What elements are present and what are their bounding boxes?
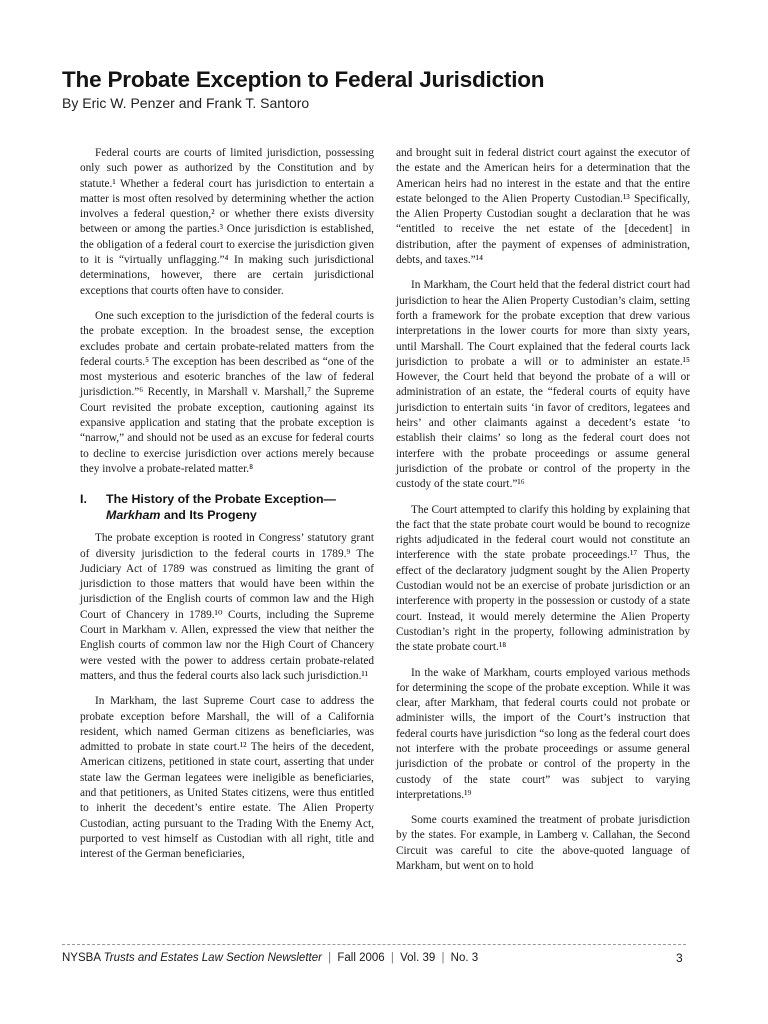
section-title-line2: and Its Progeny	[160, 508, 257, 523]
section-title-italic: Markham	[106, 508, 161, 523]
left-column	[80, 146, 374, 872]
paragraph: The probate exception is rooted in Congress’ statutory grant of diversity jurisdiction to the federal courts in 1789.⁹ The Judiciary Act of 1789 was construed as limiting the grant of jurisdiction to those matters that would have been within the jurisdiction of the English courts of common law and the High Court of Chancery in 1789.¹⁰ Courts, including the Supreme Court in Markham v. Allen, expressed the view that neither the English courts of common law nor the High Court of Chancery were vested with the power to address certain probate-related matters, and thus the federal courts also lack such jurisdiction.¹¹	[80, 532, 374, 682]
paragraph: In Markham, the last Supreme Court case to address the probate exception before Marshall, the will of a California resident, which named German citizens as beneficiaries, was admitted to probate in state court.¹² The heirs of the decedent, American citizens, petitioned in state court, asserting that under state law the German legatees were ineligible as beneficiaries, and that petitioners, as United States citizens, were thus entitled to inherit the decedent’s entire estate. The Alien Property Custodian, acting pursuant to the Trading With the Enemy Act, purported to vest himself as Custodian with all right, title and interest of the German beneficiaries,	[80, 695, 374, 861]
footer-volume: Vol. 39	[400, 952, 436, 964]
paragraph: In the wake of Markham, courts employed various methods for determining the scope of the probate exception. While it was clear, after Markham, that federal courts could not probate or administer wills, the import of the Court’s instruction that federal courts have jurisdiction “so long as the federal court does not interfere with the probate proceedings or assume general jurisdiction of the probate or control of the property in the custody of the state court” was subject to varying interpretations.¹⁹	[396, 666, 690, 801]
section-heading	[80, 491, 374, 523]
footer-issue-date: Fall 2006	[337, 952, 385, 964]
section-title-line1: The History of the Probate Exception—	[106, 492, 336, 507]
page-footer	[62, 950, 690, 966]
section-title	[106, 491, 336, 523]
right-column	[396, 146, 690, 884]
paragraph: The Court attempted to clarify this holding by explaining that the fact that the state probate court would be bound to recognize rights adjudicated in the federal court would not constitute an interference with the state probate proceedings.¹⁷ Thus, the effect of the declaratory judgment sought by the Alien Property Custodian would not be an exercise of probate jurisdiction or an interference with property in the possession or custody of a state court. Instead, it would merely determine the Alien Property Custodian’s right in the property, following administration by the state probate court.¹⁸	[396, 503, 690, 654]
footer-org: NYSBA	[62, 952, 101, 964]
section-number: I.	[80, 492, 87, 507]
page-number: 3	[676, 951, 683, 965]
footer-separator: |	[390, 952, 394, 964]
paragraph: In Markham, the Court held that the federal district court had jurisdiction to hear the Alien Property Custodian’s claim, setting forth a framework for the probate exception that drew various interpretations in the lower courts for more than sixty years, until Marshall. The Court explained that the federal courts lack jurisdiction to probate a will or to administer an estate.¹⁵ However, the Court held that beyond the probate of a will or administration of an estate, the “federal courts of equity have jurisdiction to entertain suits ‘in favor of creditors, legatees and heirs’ and other claimants against a decedent’s estate ‘to establish their claims’ so long as the federal court does not interfere with the probate proceedings or assume general jurisdiction of the probate or control of the property in the custody of the state court.”¹⁶	[396, 279, 690, 491]
footer-separator: |	[328, 952, 332, 964]
footer-rule	[62, 944, 686, 945]
footer-publication: Trusts and Estates Law Section Newsletter	[103, 952, 322, 964]
footer-number: No. 3	[450, 952, 479, 964]
footer-separator: |	[441, 952, 445, 964]
paragraph: and brought suit in federal district court against the executor of the estate and the American heirs for a determination that the American heirs had no interest in the estate and that the entire estate belonged to the Alien Property Custodian.¹³ Specifically, the Alien Property Custodian sought a declaration that he was “entitled to receive the net estate of the [decedent] in distribution, after the payment of expenses of administration, debts, and taxes.”¹⁴	[396, 147, 690, 267]
paragraph: One such exception to the jurisdiction of the federal courts is the probate exception. In the broadest sense, the exception excludes probate and certain probate-related matters from the federal courts.⁵ The exception has been described as “one of the most mysterious and esoteric branches of the law of federal jurisdiction.”⁶ Recently, in Marshall v. Marshall,⁷ the Supreme Court revisited the probate exception, cautioning against its expansive application and stating that the probate exception is “narrow,” and should not be used as an excuse for federal courts to decline to exercise jurisdiction over actions merely because they involve a probate-related matter.⁸	[80, 309, 374, 475]
paragraph: Federal courts are courts of limited jurisdiction, possessing only such power as authorized by the Constitution and by statute.¹ Whether a federal court has jurisdiction to entertain a matter is most often resolved by determining whether the action involves a federal question,² or whether there exists diversity between or among the parties.³ Once jurisdiction is established, the obligation of a federal court to exercise the jurisdiction given to it is “virtually unflagging.”⁴ In making such jurisdictional determinations, however, there are certain jurisdictional exceptions that courts often have to consider.	[80, 147, 374, 297]
article-byline: By Eric W. Penzer and Frank T. Santoro	[62, 95, 310, 111]
article-title: The Probate Exception to Federal Jurisdiction	[62, 67, 545, 92]
paragraph: Some courts examined the treatment of probate jurisdiction by the states. For example, in Lamberg v. Callahan, the Second Circuit was careful to cite the above-quoted language of Markham, but went on to hold	[396, 814, 690, 873]
